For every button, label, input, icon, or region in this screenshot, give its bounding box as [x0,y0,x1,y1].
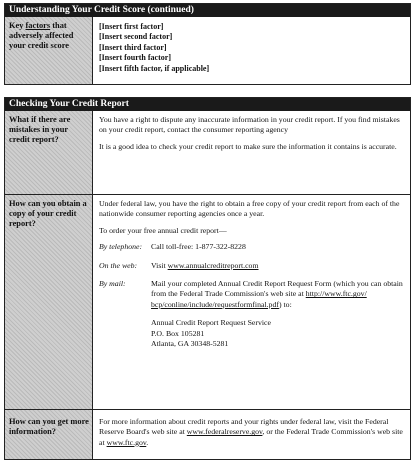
factor-item: [Insert fourth factor] [99,53,171,63]
credit-score-section-header: Understanding Your Credit Score (continued) [5,4,410,17]
telephone-value: Call toll-free: 1-877-322-8228 [151,242,246,252]
factor-item: [Insert fifth factor, if applicable] [99,63,210,73]
ftc-link[interactable]: www.ftc.gov [106,437,147,447]
mistakes-label: What if there are mistakes in your credit report? [5,111,93,194]
mail-label: By mail: [99,279,126,289]
more-info-label: How can you get more information? [5,410,93,459]
mistakes-paragraph-1: You have a right to dispute any inaccurate information in your credit report. If you find mistakes on your credit report, contact the consumer reporting agency [99,115,400,135]
obtain-paragraph-2: To order your free annual credit report— [99,225,227,235]
mailing-address: Annual Credit Report Request Service P.O. Box 105281 Atlanta, GA 30348-5281 [151,318,271,349]
key-factors-list [93,17,410,84]
obtain-paragraph-1: Under federal law, you have the right to obtain a free copy of your credit report from each of the nationwide consumer reporting agencies once a year. [99,199,400,219]
credit-score-section [4,3,411,85]
obtain-content [93,195,410,409]
factor-item: [Insert third factor] [99,42,167,52]
credit-report-section [4,97,411,460]
ftc-request-form-link[interactable]: http://www.ftc.gov/ bcp/conline/include/requestformfinal.pdf [151,289,367,309]
obtain-row [5,194,410,409]
key-factors-row [5,17,410,84]
mistakes-row [5,111,410,194]
web-label: On the web: [99,260,138,270]
obtain-label: How can you obtain a copy of your credit report? [5,195,93,409]
telephone-label: By telephone: [99,242,143,252]
key-factors-label: Key factors that adversely affected your credit score [5,17,93,84]
factor-item: [Insert second factor] [99,32,173,42]
more-info-content: For more information about credit reports and your rights under federal law, visit the Federal Reserve Board's web site at www.federalreserve.gov, or the Federal Trade Commission's web site at www.ftc.gov. [99,417,403,447]
mistakes-content [93,111,410,194]
mail-order-method: By mail: Mail your completed Annual Credit Report Request Form (which you can obtain from the Federal Trade Commission's web site at http://www.ftc.gov/ bcp/conline/include/requestformfinal.pdf) to: Annual Credit Report Request Service P.O. Box 105281 Atlanta, GA 30348-5281 [99,279,405,349]
web-order-method: On the web: Visit www.annualcreditreport.com [99,260,259,270]
more-info-row [5,409,410,459]
telephone-order-method [99,242,405,252]
federalreserve-link[interactable]: www.federalreserve.gov [186,427,263,437]
mistakes-paragraph-2: It is a good idea to check your credit report to make sure the information it contains is accurate. [99,141,397,151]
factor-item: [Insert first factor] [99,22,164,31]
credit-report-section-header: Checking Your Credit Report [5,98,410,111]
annualcreditreport-link[interactable]: www.annualcreditreport.com [167,260,259,270]
